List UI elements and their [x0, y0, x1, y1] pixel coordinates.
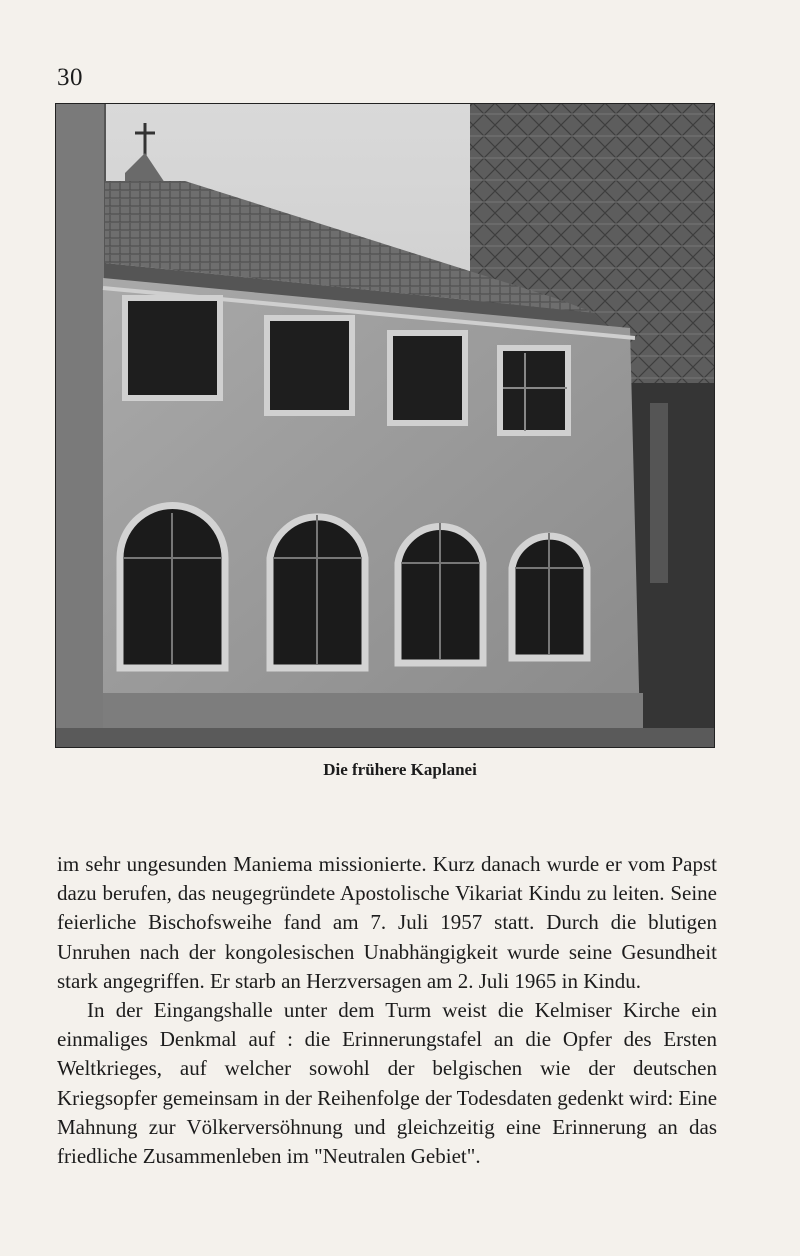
building-photo [55, 103, 715, 748]
figure-caption: Die frühere Kaplanei [323, 760, 477, 779]
body-text [57, 850, 717, 1171]
page-number: 30 [57, 64, 83, 91]
kaplanei-building-illustration [55, 103, 715, 748]
paragraph: im sehr ungesunden Maniema missionierte. Kurz danach wurde er vom Papst dazu berufen, das neugegründete Apostolische Vikariat Kindu zu leiten. Seine feierliche Bischofsweihe fand am 7. Juli 1957 statt. Durch die blutigen Unruhen nach der kongolesischen Unabhängigkeit wurde seine Gesundheit stark angegriffen. Er starb an Herzversagen am 2. Juli 1965 in Kindu. [57, 852, 717, 993]
paragraph: In der Eingangshalle unter dem Turm weist die Kelmiser Kirche ein einmaliges Denkmal auf : die Erinnerungstafel an die Opfer des Ersten Weltkrieges, auf welcher sowohl der belgischen wie der deutschen Kriegsopfer gemeinsam in der Reihenfolge der Todesdaten gedenkt wird: Eine Mahnung zur Völkerversöhnung und gleichzeitig eine Erinnerung an das friedliche Zusammenleben im "Neutralen Gebiet". [57, 998, 718, 1169]
